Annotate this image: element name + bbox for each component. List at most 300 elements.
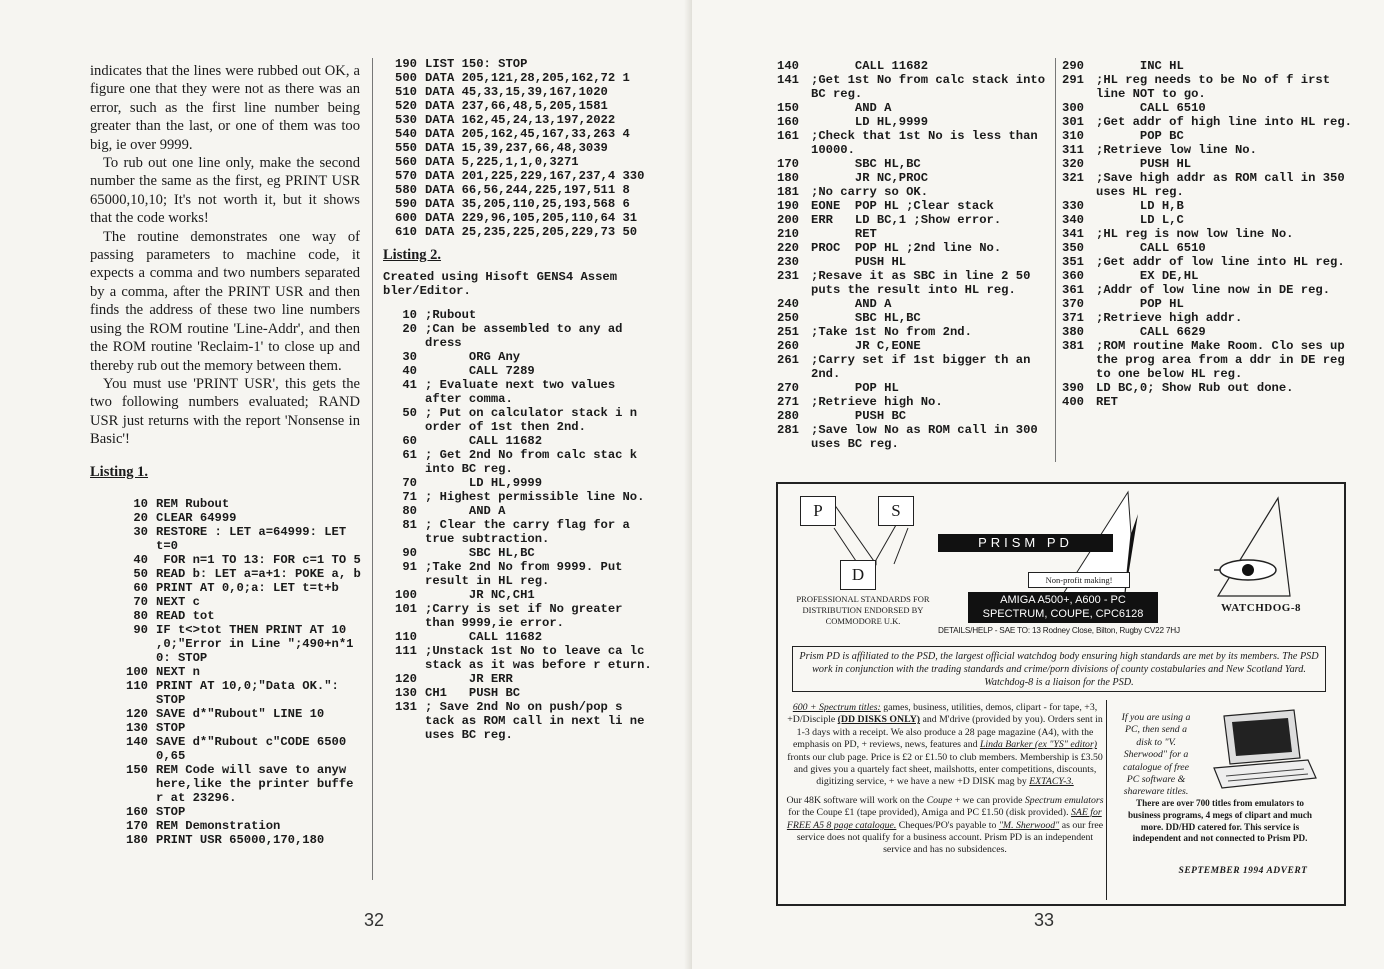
line-number: 61 [402,448,417,462]
line-number: 80 [402,504,417,518]
line-text: AND A [811,101,892,115]
code-line [108,805,368,819]
code-line [383,155,653,169]
text-run: for the Coupe £1 (tape provided), Amiga and PC £1.50 (disk provided). [788,807,1071,819]
code-line [383,630,653,644]
line-text: JR C,EONE [811,339,921,353]
code-line [108,819,368,833]
advert-date: SEPTEMBER 1994 ADVERT [1178,866,1308,876]
code-line [108,525,368,553]
line-text: LD HL,9999 [811,115,929,129]
line-text: SAVE d*"Rubout" LINE 10 [156,707,325,721]
code-line [777,115,1065,129]
line-text: ;Get addr of high line into HL reg. [1096,115,1352,129]
text-run: as our free service does not qualify for a business account. Prism PD is an independent service and has no subsidences. [796,819,1104,856]
line-text: DATA 35,205,110,25,193,568 6 [425,197,630,211]
line-text: SBC HL,BC [811,311,921,325]
line-number: 371 [1062,311,1084,325]
code-line [108,511,368,525]
line-number: 111 [395,644,417,658]
line-text: PRINT AT 0,0;a: LET t=t+b [156,581,339,595]
code-line [777,199,1065,213]
line-text: FOR n=1 TO 13: FOR c=1 TO 5 [156,553,361,567]
line-number: 281 [777,423,799,437]
line-number: 60 [402,434,417,448]
column-rule [1055,58,1056,462]
line-text: LD HL,9999 [425,476,543,490]
non-profit-label: Non-profit making! [1028,572,1130,588]
code-line [1062,297,1352,311]
line-text: CALL 6510 [1096,101,1206,115]
code-line [777,73,1065,101]
line-number: 20 [133,511,148,525]
line-text: DATA 66,56,244,225,197,511 8 [425,183,630,197]
line-text: CALL 6629 [1096,325,1206,339]
line-number: 70 [133,595,148,609]
line-text: POP BC [1096,129,1184,143]
line-text: CALL 7289 [425,364,535,378]
prism-pd-advert [776,482,1346,906]
line-text: DATA 15,39,237,66,48,3039 [425,141,608,155]
code-line [1062,325,1352,339]
line-number: 251 [777,325,799,339]
code-line [777,353,1065,381]
contact-line: DETAILS/HELP - SAE TO: 13 Rodney Close, Bilton, Rugby CV22 7HJ [938,626,1180,635]
line-number: 101 [395,602,417,616]
column-rule [372,58,373,880]
line-number: 360 [1062,269,1084,283]
line-number: 280 [777,409,799,423]
line-text: LIST 150: STOP [425,57,528,71]
code-line [383,476,653,490]
line-number: 160 [126,805,148,819]
line-number: 320 [1062,157,1084,171]
line-number: 230 [777,255,799,269]
line-text: CALL 11682 [811,59,929,73]
code-line [383,225,653,239]
line-text: LD L,C [1096,213,1184,227]
code-line [108,609,368,623]
line-text: CALL 6510 [1096,241,1206,255]
line-text: STOP [156,805,186,819]
code-line [1062,157,1352,171]
line-text: ;No carry so OK. [811,185,929,199]
code-line [108,567,368,581]
line-number: 190 [395,57,417,71]
psd-letter-p: P [800,496,836,526]
line-number: 131 [395,700,417,714]
code-line [1062,171,1352,199]
line-number: 100 [126,665,148,679]
code-line [383,686,653,700]
line-text: ;Take 1st No from 2nd. [811,325,972,339]
code-line [777,297,1065,311]
text-run: fronts our club page. Price is £2 or £1.50 to club members. Membership is £3.50 and gives you a quartely fact sheet, mailshotts, enter competitions, discounts, digitizing service, + we have a new +D DISK mag by [787,751,1103,788]
code-line [383,546,653,560]
line-number: 550 [395,141,417,155]
line-text: DATA 237,66,48,5,205,1581 [425,99,608,113]
line-number: 590 [395,197,417,211]
code-line [1062,381,1352,395]
code-line [108,665,368,679]
line-number: 170 [777,157,799,171]
line-number: 510 [395,85,417,99]
line-text: ;Carry is set if No greater than 9999,ie error. [425,602,630,630]
line-text: ;Unstack 1st No to leave ca lc stack as it was before r eturn. [425,644,652,672]
line-text: ; Clear the carry flag for a true subtraction. [425,518,638,546]
code-line [383,169,653,183]
line-text: PUSH HL [811,255,907,269]
code-line [108,497,368,511]
line-number: 150 [126,763,148,777]
listing1-title: Listing 1. [90,463,149,480]
text-run: + we can provide [952,794,1025,806]
line-number: 30 [402,350,417,364]
code-line [1062,283,1352,297]
code-line [108,833,368,847]
line-text: CH1 PUSH BC [425,686,521,700]
line-text: NEXT c [156,595,200,609]
line-number: 350 [1062,241,1084,255]
paragraph: To rub out one line only, make the second number the same as the first, eg PRINT USR 65000,10,10; It's not worth it, but it shows that the code works! [90,155,360,227]
line-text: SBC HL,BC [425,546,535,560]
line-text: ERR LD BC,1 ;Show error. [811,213,1002,227]
line-number: 40 [402,364,417,378]
line-number: 290 [1062,59,1084,73]
line-text: POP HL [811,381,899,395]
line-text: DATA 45,33,15,39,167,1020 [425,85,608,99]
line-text: NEXT n [156,665,200,679]
psd-letter-s: S [878,496,914,526]
line-text: JR NC,CH1 [425,588,535,602]
text-run: and M'drive (provided by you). Orders sent in 1-3 days with a receipt. We also produce a 28 page magazine (A4), with the emphasis on PD, + reviews, news, features and [792,714,1103,751]
line-text: INC HL [1096,59,1184,73]
line-number: 380 [1062,325,1084,339]
line-number: 70 [402,476,417,490]
line-number: 140 [777,59,799,73]
code-line [777,311,1065,325]
line-number: 210 [777,227,799,241]
line-text: ;Carry set if 1st bigger th an 2nd. [811,353,1038,381]
line-number: 390 [1062,381,1084,395]
line-text: PUSH HL [1096,157,1192,171]
code-line [383,127,653,141]
platforms-box [968,592,1158,623]
line-number: 140 [126,735,148,749]
line-number: 260 [777,339,799,353]
code-line [383,71,653,85]
line-text: LD H,B [1096,199,1184,213]
code-line [1062,339,1352,381]
line-text: AND A [811,297,892,311]
code-line [777,325,1065,339]
line-text: REM Code will save to anyw here,like the printer buffe r at 23296. [156,763,361,805]
line-number: 220 [777,241,799,255]
line-number: 351 [1062,255,1084,269]
line-number: 150 [777,101,799,115]
code-line [777,185,1065,199]
line-text: READ b: LET a=a+1: POKE a, b [156,567,361,581]
line-text: RET [811,227,877,241]
code-line [108,679,368,707]
line-text: ;Can be assembled to any ad dress [425,322,630,350]
line-number: 81 [402,518,417,532]
line-text: ;HL reg needs to be No of f irst line NOT to go. [1096,73,1338,101]
line-number: 161 [777,129,799,143]
code-line [1062,395,1352,409]
spectrum-titles: 600 + Spectrum titles: [792,702,881,713]
line-text: PUSH BC [811,409,907,423]
coupe: Coupe [926,794,953,806]
code-line [383,490,653,504]
line-text: DATA 201,225,229,167,237,4 330 [425,169,645,183]
prism-pd-logo: PRISM PD [938,534,1113,552]
line-number: 170 [126,819,148,833]
platforms-line2: SPECTRUM, COUPE, CPC6128 [982,608,1144,620]
code-line [1062,115,1352,129]
advert-body [786,702,1104,863]
text-run: Cheques/PO's payable to [896,819,999,831]
line-number: 240 [777,297,799,311]
listing2-continued-col2 [1062,59,1352,409]
line-number: 41 [402,378,417,392]
code-line [1062,199,1352,213]
code-line [108,721,368,735]
line-number: 10 [402,308,417,322]
code-line [777,395,1065,409]
code-line [383,560,653,588]
line-text: ;Retrieve low line No. [1096,143,1257,157]
line-text: DATA 205,162,45,167,33,263 4 [425,127,630,141]
line-text: JR ERR [425,672,513,686]
line-number: 361 [1062,283,1084,297]
line-text: RET [1096,395,1118,409]
line-text: ;Addr of low line now in DE reg. [1096,283,1331,297]
code-line [777,59,1065,73]
line-number: 60 [133,581,148,595]
line-text: ; Get 2nd No from calc stac k into BC reg. [425,448,645,476]
line-text: ;Save high addr as ROM call in 350 uses HL reg. [1096,171,1352,199]
line-number: 71 [402,490,417,504]
article-text [90,62,360,481]
line-number: 321 [1062,171,1084,185]
platforms-line1: AMIGA A500+, A600 - PC [1000,594,1126,606]
line-number: 600 [395,211,417,225]
line-text: ; Highest permissible line No. [425,490,645,504]
line-text: ORG Any [425,350,521,364]
line-text: DATA 162,45,24,13,197,2022 [425,113,616,127]
line-text: ; Evaluate next two values after comma. [425,378,623,406]
code-line [1062,129,1352,143]
line-text: SBC HL,BC [811,157,921,171]
line-number: 400 [1062,395,1084,409]
line-number: 130 [395,686,417,700]
code-line [777,423,1065,451]
line-text: SAVE d*"Rubout c"CODE 6500 0,65 [156,735,354,763]
line-text: ; Save 2nd No on push/pop s tack as ROM call in next li ne uses BC reg. [425,700,652,742]
line-text: RESTORE : LET a=64999: LET t=0 [156,525,354,553]
line-text: CALL 11682 [425,434,543,448]
line-text: ;Rubout [425,308,477,322]
line-number: 530 [395,113,417,127]
code-line [383,141,653,155]
pc-offer-text: If you are using a PC, then send a disk to "V. Sherwood" for a catalogue of free PC software & shareware titles. [1121,712,1191,798]
line-number: 180 [777,171,799,185]
line-number: 181 [777,185,799,199]
text-run: Our 48K software will work on the [786,794,927,806]
code-line [383,602,653,630]
line-number: 341 [1062,227,1084,241]
line-text: IF t<>tot THEN PRINT AT 10 ,0;"Error in Line ";490+n*1 0: STOP [156,623,361,665]
code-line [777,269,1065,297]
line-number: 381 [1062,339,1084,353]
line-text: ;Get 1st No from calc stack into BC reg. [811,73,1053,101]
code-line [108,581,368,595]
line-number: 370 [1062,297,1084,311]
code-line [383,434,653,448]
psd-letter-d: D [840,560,876,590]
code-line [383,504,653,518]
line-number: 190 [777,199,799,213]
code-line [777,241,1065,255]
line-number: 311 [1062,143,1084,157]
line-text: DATA 205,121,28,205,162,72 1 [425,71,630,85]
line-text: DATA 5,225,1,1,0,3271 [425,155,579,169]
line-number: 300 [1062,101,1084,115]
right-page [692,0,1384,969]
line-number: 261 [777,353,799,367]
line-text: POP HL [1096,297,1184,311]
code-line [383,57,653,71]
line-number: 120 [126,707,148,721]
line-number: 231 [777,269,799,283]
code-line [777,227,1065,241]
line-text: AND A [425,504,506,518]
code-line [1062,311,1352,325]
code-line [383,322,653,350]
line-number: 90 [133,623,148,637]
code-line [1062,241,1352,255]
code-line [383,364,653,378]
code-line [1062,73,1352,101]
code-line [1062,59,1352,73]
line-text: ;Retrieve high No. [811,395,943,409]
line-number: 10 [133,497,148,511]
code-line [777,101,1065,115]
affiliation-box: Prism PD is affiliated to the PSD, the largest official watchdog body ensuring high standards are met by its members. The PSD work in conjunction with the trading standards and crime/porn divisions of county costabularies and New Scotland Yard. Watchdog-8 is a liaison for the PSD. [792,646,1326,692]
paragraph: You must use 'PRINT USR', this gets the two following numbers evaluated; RAND USR just returns with the report 'Nonsense in Basic'! [90,375,360,448]
code-line [383,406,653,434]
free-catalogue: SAE for FREE A5 8 page catalogue. [786,807,1102,831]
code-line [383,700,653,742]
line-number: 270 [777,381,799,395]
spectrum-emulators: Spectrum emulators [1024,794,1104,806]
text-run: games, business, utilities, demos, clipart - for tape, +3, +D/Disciple [787,702,1098,726]
code-line [777,409,1065,423]
code-line [777,255,1065,269]
code-line [383,672,653,686]
code-line [108,763,368,805]
line-text: ;ROM routine Make Room. Clo ses up the prog area from a ddr in DE reg to one below HL reg. [1096,339,1352,381]
line-number: 20 [402,322,417,336]
code-line [383,113,653,127]
line-text: ;Save low No as ROM call in 300 uses BC reg. [811,423,1046,451]
linda-barker: Linda Barker (ex "YS" editor) [979,739,1098,751]
line-text: LD BC,0; Show Rub out done. [1096,381,1294,395]
watchdog-label: WATCHDOG-8 [1221,602,1301,614]
line-text: DATA 25,235,225,205,229,73 50 [425,225,638,239]
listing2-caption: Created using Hisoft GENS4 Assem bler/Editor. [383,270,618,298]
code-line [108,735,368,763]
line-number: 340 [1062,213,1084,227]
line-number: 110 [126,679,148,693]
code-line [383,518,653,546]
line-number: 110 [395,630,417,644]
code-line [1062,213,1352,227]
line-number: 40 [133,553,148,567]
code-line [1062,255,1352,269]
code-line [1062,101,1352,115]
code-line [777,381,1065,395]
line-number: 560 [395,155,417,169]
listing2-continued-col1 [777,59,1065,451]
line-text: ; Put on calculator stack i n order of 1st then 2nd. [425,406,645,434]
page-number: 32 [364,910,385,930]
computer-icon [1204,706,1324,796]
line-number: 50 [402,406,417,420]
code-line [383,378,653,406]
line-number: 301 [1062,115,1084,129]
line-number: 580 [395,183,417,197]
code-line [108,553,368,567]
code-line [383,448,653,476]
code-line [383,644,653,672]
line-number: 80 [133,609,148,623]
line-text: JR NC,PROC [811,171,929,185]
listing2-title: Listing 2. [383,247,442,263]
code-line [108,595,368,609]
extacy-3: EXTACY-3. [1029,776,1074,788]
code-line [383,308,653,322]
line-number: 271 [777,395,799,409]
code-line [383,211,653,225]
listing-column [383,57,653,742]
line-text: ;Check that 1st No is less than 10000. [811,129,1046,157]
line-text: PRINT USR 65000,170,180 [156,833,325,847]
line-number: 141 [777,73,799,87]
line-number: 91 [402,560,417,574]
code-line [383,85,653,99]
code-line [108,707,368,721]
line-number: 250 [777,311,799,325]
code-line [1062,143,1352,157]
code-line [383,99,653,113]
line-text: EX DE,HL [1096,269,1199,283]
line-text: EONE POP HL ;Clear stack [811,199,994,213]
payee: "M. Sherwood" [998,819,1060,831]
code-line [777,171,1065,185]
line-text: ;HL reg is now low line No. [1096,227,1294,241]
code-line [383,183,653,197]
titles-text: There are over 700 titles from emulators to business programs, 4 megs of clipart and much more. DD/HD catered for. This service is independent and not connected to Prism PD. [1127,798,1313,844]
code-line [777,129,1065,157]
line-number: 610 [395,225,417,239]
line-number: 310 [1062,129,1084,143]
code-line [1062,269,1352,283]
line-text: CLEAR 64999 [156,511,237,525]
line-number: 100 [395,588,417,602]
line-number: 540 [395,127,417,141]
